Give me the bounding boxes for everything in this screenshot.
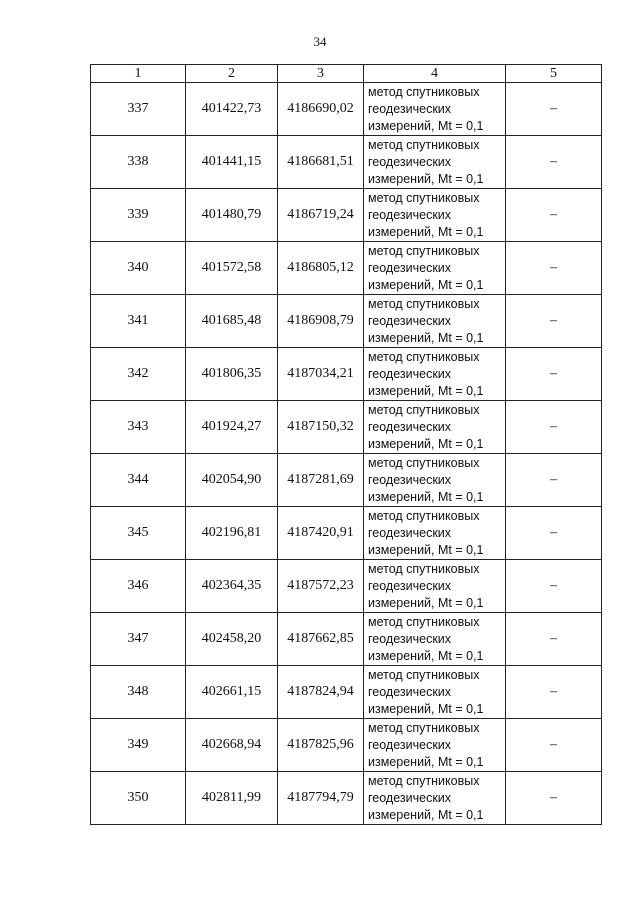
method-line: метод спутниковых: [368, 508, 480, 523]
point-number-cell: 338: [91, 136, 186, 189]
note-cell: –: [506, 666, 602, 719]
note-cell: –: [506, 772, 602, 825]
point-number-cell: 349: [91, 719, 186, 772]
method-line: метод спутниковых: [368, 190, 480, 205]
method-line: геодезических: [368, 631, 452, 646]
method-line: метод спутниковых: [368, 614, 480, 629]
method-cell: [364, 189, 506, 242]
page-number: 34: [313, 34, 327, 49]
method-line: метод спутниковых: [368, 349, 480, 364]
point-number-cell: 337: [91, 83, 186, 136]
method-line: геодезических: [368, 260, 452, 275]
method-line: измерений, Mt = 0,1: [368, 277, 484, 292]
y-coordinate-cell: 4186908,79: [278, 295, 364, 348]
point-number-cell: 348: [91, 666, 186, 719]
note-cell: –: [506, 613, 602, 666]
method-cell: [364, 136, 506, 189]
y-coordinate-cell: 4187572,23: [278, 560, 364, 613]
note-cell: –: [506, 348, 602, 401]
note-cell: –: [506, 189, 602, 242]
method-cell: [364, 560, 506, 613]
table-row: [91, 454, 602, 507]
table-row: [91, 401, 602, 454]
method-cell: [364, 242, 506, 295]
method-cell: [364, 613, 506, 666]
table-row: [91, 189, 602, 242]
table-row: [91, 83, 602, 136]
method-line: геодезических: [368, 154, 452, 169]
method-line: измерений, Mt = 0,1: [368, 436, 484, 451]
x-coordinate-cell: 401422,73: [186, 83, 278, 136]
point-number-cell: 344: [91, 454, 186, 507]
method-line: метод спутниковых: [368, 667, 480, 682]
method-line: измерений, Mt = 0,1: [368, 224, 484, 239]
note-cell: –: [506, 454, 602, 507]
point-number-cell: 347: [91, 613, 186, 666]
x-coordinate-cell: 402811,99: [186, 772, 278, 825]
method-cell: [364, 666, 506, 719]
method-line: геодезических: [368, 578, 452, 593]
y-coordinate-cell: 4187825,96: [278, 719, 364, 772]
method-line: геодезических: [368, 419, 452, 434]
method-line: измерений, Mt = 0,1: [368, 648, 484, 663]
x-coordinate-cell: 402661,15: [186, 666, 278, 719]
note-cell: –: [506, 719, 602, 772]
x-coordinate-cell: 401924,27: [186, 401, 278, 454]
note-cell: –: [506, 507, 602, 560]
method-line: измерений, Mt = 0,1: [368, 118, 484, 133]
point-number-cell: 339: [91, 189, 186, 242]
note-cell: –: [506, 295, 602, 348]
note-cell: –: [506, 401, 602, 454]
x-coordinate-cell: 401806,35: [186, 348, 278, 401]
method-line: метод спутниковых: [368, 720, 480, 735]
x-coordinate-cell: 401572,58: [186, 242, 278, 295]
method-line: метод спутниковых: [368, 243, 480, 258]
coordinates-table: [90, 64, 602, 825]
point-number-cell: 345: [91, 507, 186, 560]
method-line: измерений, Mt = 0,1: [368, 383, 484, 398]
y-coordinate-cell: 4187794,79: [278, 772, 364, 825]
y-coordinate-cell: 4186719,24: [278, 189, 364, 242]
method-line: метод спутниковых: [368, 137, 480, 152]
x-coordinate-cell: 401480,79: [186, 189, 278, 242]
method-cell: [364, 83, 506, 136]
y-coordinate-cell: 4187824,94: [278, 666, 364, 719]
method-line: геодезических: [368, 366, 452, 381]
table-row: [91, 719, 602, 772]
table-row: [91, 772, 602, 825]
method-cell: [364, 401, 506, 454]
column-header: 1: [91, 65, 186, 83]
point-number-cell: 341: [91, 295, 186, 348]
y-coordinate-cell: 4187150,32: [278, 401, 364, 454]
table-header-row: [91, 65, 602, 83]
note-cell: –: [506, 136, 602, 189]
table-row: [91, 348, 602, 401]
y-coordinate-cell: 4186690,02: [278, 83, 364, 136]
method-line: измерений, Mt = 0,1: [368, 171, 484, 186]
y-coordinate-cell: 4187420,91: [278, 507, 364, 560]
method-line: метод спутниковых: [368, 455, 480, 470]
method-line: геодезических: [368, 207, 452, 222]
table-row: [91, 295, 602, 348]
x-coordinate-cell: 402196,81: [186, 507, 278, 560]
method-line: геодезических: [368, 101, 452, 116]
method-line: измерений, Mt = 0,1: [368, 701, 484, 716]
point-number-cell: 346: [91, 560, 186, 613]
method-line: метод спутниковых: [368, 773, 480, 788]
y-coordinate-cell: 4187662,85: [278, 613, 364, 666]
method-cell: [364, 454, 506, 507]
method-line: геодезических: [368, 313, 452, 328]
point-number-cell: 343: [91, 401, 186, 454]
table-row: [91, 136, 602, 189]
method-line: метод спутниковых: [368, 296, 480, 311]
method-line: метод спутниковых: [368, 561, 480, 576]
note-cell: –: [506, 242, 602, 295]
point-number-cell: 350: [91, 772, 186, 825]
column-header: 4: [364, 65, 506, 83]
method-line: измерений, Mt = 0,1: [368, 754, 484, 769]
table-row: [91, 613, 602, 666]
column-header: 5: [506, 65, 602, 83]
method-cell: [364, 295, 506, 348]
column-header: 2: [186, 65, 278, 83]
table-row: [91, 507, 602, 560]
table-row: [91, 560, 602, 613]
method-line: геодезических: [368, 525, 452, 540]
x-coordinate-cell: 402364,35: [186, 560, 278, 613]
table-row: [91, 666, 602, 719]
x-coordinate-cell: 401441,15: [186, 136, 278, 189]
method-cell: [364, 772, 506, 825]
method-line: измерений, Mt = 0,1: [368, 595, 484, 610]
method-line: геодезических: [368, 790, 452, 805]
method-line: метод спутниковых: [368, 84, 480, 99]
column-header: 3: [278, 65, 364, 83]
point-number-cell: 340: [91, 242, 186, 295]
point-number-cell: 342: [91, 348, 186, 401]
y-coordinate-cell: 4187281,69: [278, 454, 364, 507]
y-coordinate-cell: 4186681,51: [278, 136, 364, 189]
method-line: измерений, Mt = 0,1: [368, 542, 484, 557]
x-coordinate-cell: 401685,48: [186, 295, 278, 348]
method-line: геодезических: [368, 684, 452, 699]
method-cell: [364, 719, 506, 772]
note-cell: –: [506, 560, 602, 613]
method-cell: [364, 507, 506, 560]
method-line: измерений, Mt = 0,1: [368, 489, 484, 504]
x-coordinate-cell: 402054,90: [186, 454, 278, 507]
x-coordinate-cell: 402458,20: [186, 613, 278, 666]
note-cell: –: [506, 83, 602, 136]
method-line: геодезических: [368, 737, 452, 752]
table-row: [91, 242, 602, 295]
method-line: геодезических: [368, 472, 452, 487]
y-coordinate-cell: 4186805,12: [278, 242, 364, 295]
y-coordinate-cell: 4187034,21: [278, 348, 364, 401]
method-line: метод спутниковых: [368, 402, 480, 417]
method-line: измерений, Mt = 0,1: [368, 807, 484, 822]
method-line: измерений, Mt = 0,1: [368, 330, 484, 345]
x-coordinate-cell: 402668,94: [186, 719, 278, 772]
method-cell: [364, 348, 506, 401]
